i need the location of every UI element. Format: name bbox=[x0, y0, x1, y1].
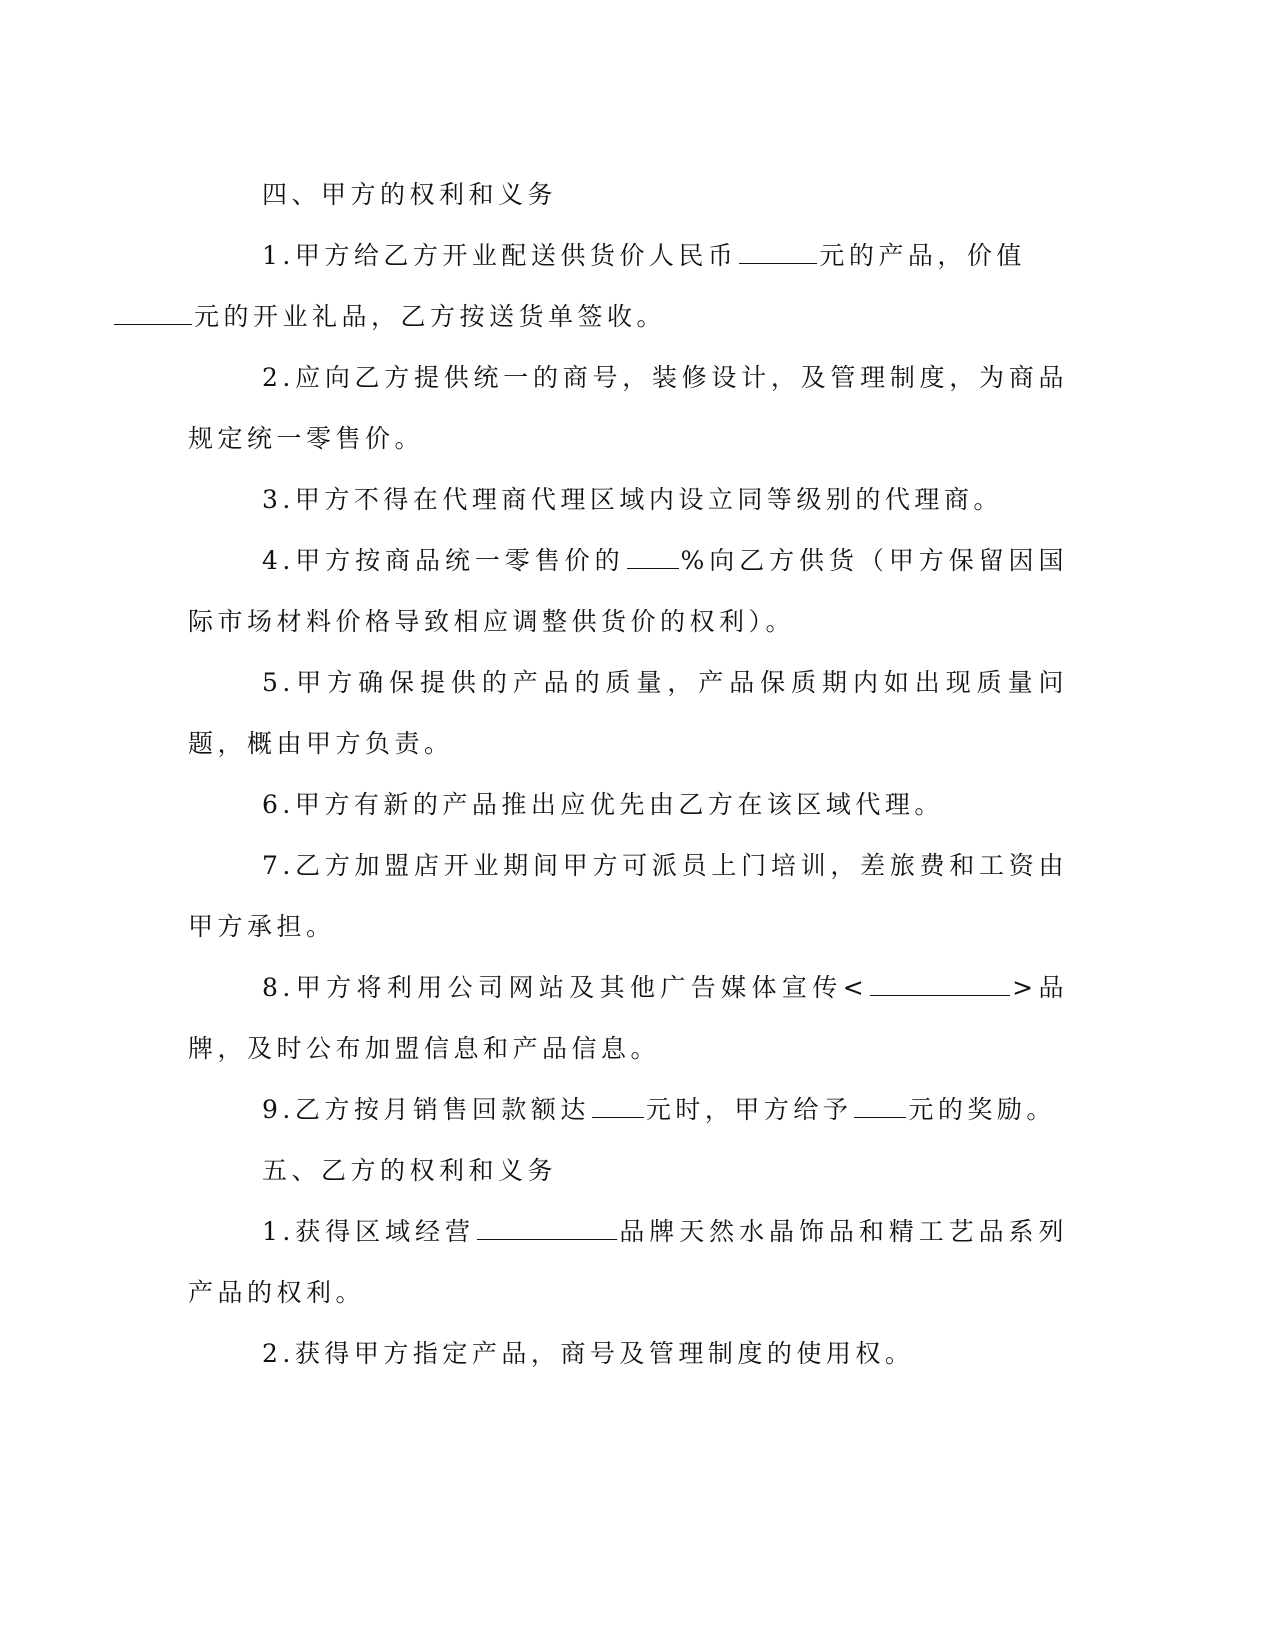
fill-in-blank bbox=[870, 971, 1010, 996]
section-4-item-4 bbox=[188, 530, 1068, 652]
fill-in-blank bbox=[592, 1093, 644, 1118]
fill-in-blank bbox=[854, 1093, 906, 1118]
section-4-item-6: 6.甲方有新的产品推出应优先由乙方在该区域代理。 bbox=[262, 790, 944, 819]
section-4-item-3: 3.甲方不得在代理商代理区域内设立同等级别的代理商。 bbox=[262, 485, 1003, 514]
fill-in-blank bbox=[739, 239, 817, 264]
item-text: >品牌，及时公布加盟信息和产品信息。 bbox=[188, 973, 1068, 1063]
item-text: 8.甲方将利用公司网站及其他广告媒体宣传< bbox=[262, 973, 869, 1002]
fill-in-blank bbox=[114, 300, 192, 325]
section-4-item-9 bbox=[188, 1079, 1068, 1140]
item-text: 1.获得区域经营 bbox=[262, 1217, 475, 1246]
item-text: %向乙方供货（甲方保留因国际市场材料价格导致相应调整供货价的权利）。 bbox=[188, 546, 1068, 636]
fill-in-blank bbox=[627, 544, 679, 569]
section-5-item-2: 2.获得甲方指定产品，商号及管理制度的使用权。 bbox=[262, 1339, 915, 1368]
item-text: 元的产品，价值 bbox=[819, 241, 1026, 270]
section-4-item-8 bbox=[188, 957, 1068, 1079]
document-body bbox=[188, 164, 1068, 1384]
item-text: 元的奖励。 bbox=[908, 1095, 1056, 1124]
item-text: 9.乙方按月销售回款额达 bbox=[262, 1095, 590, 1124]
item-text: 元的开业礼品，乙方按送货单签收。 bbox=[194, 302, 667, 331]
item-text: 品牌天然水晶饰品和精工艺品系列产品的权利。 bbox=[188, 1217, 1068, 1307]
section-4-item-2: 2.应向乙方提供统一的商号，装修设计，及管理制度，为商品规定统一零售价。 bbox=[188, 363, 1068, 453]
section-4-item-5: 5.甲方确保提供的产品的质量，产品保质期内如出现质量问题，概由甲方负责。 bbox=[188, 668, 1068, 758]
section-5-heading: 五、乙方的权利和义务 bbox=[262, 1156, 558, 1185]
section-4-item-1 bbox=[188, 225, 1068, 347]
item-text: 4.甲方按商品统一零售价的 bbox=[262, 546, 625, 575]
item-text: 1.甲方给乙方开业配送供货价人民币 bbox=[262, 241, 738, 270]
section-4-heading: 四、甲方的权利和义务 bbox=[262, 180, 558, 209]
section-4-item-7: 7.乙方加盟店开业期间甲方可派员上门培训，差旅费和工资由甲方承担。 bbox=[188, 851, 1068, 941]
section-5-item-1 bbox=[188, 1201, 1068, 1323]
fill-in-blank bbox=[477, 1215, 617, 1240]
item-text: 元时，甲方给予 bbox=[645, 1095, 853, 1124]
